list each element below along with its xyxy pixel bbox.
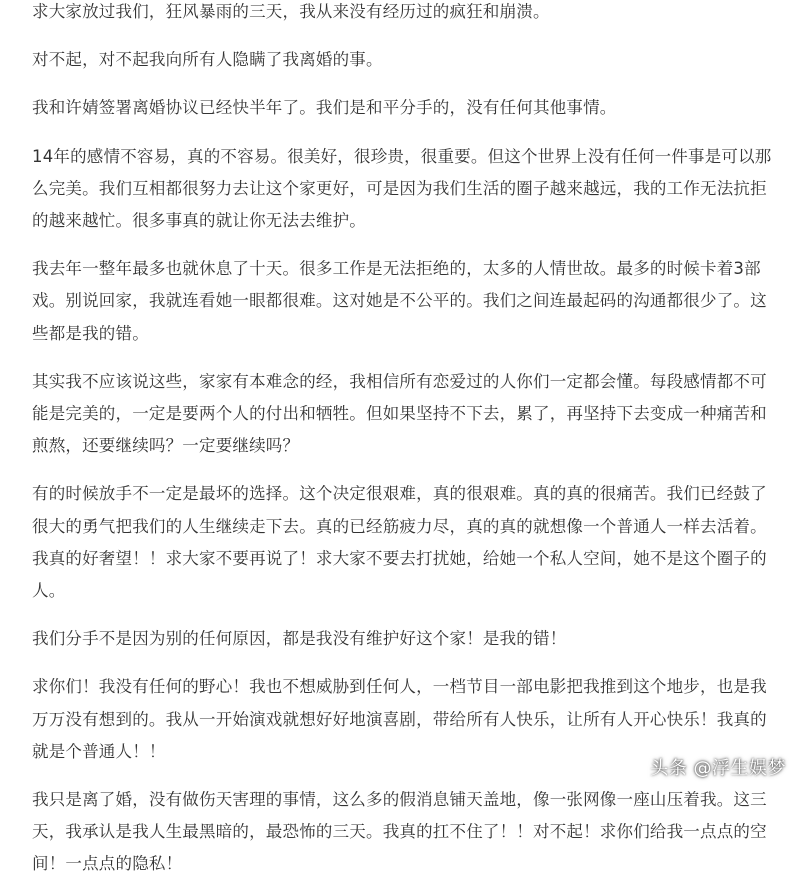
paragraph: 我们分手不是因为别的任何原因，都是我没有维护好这个家！是我的错！ — [32, 629, 567, 649]
paragraph: 对不起，对不起我向所有人隐瞒了我离婚的事。 — [32, 50, 383, 70]
source-watermark: 头条 @浮生娱梦 — [650, 758, 786, 779]
paragraph: 其实我不应该说这些，家家有本难念的经，我相信所有恋爱过的人你们一定都会懂。每段感情都不可能是完美的，一定是要两个人的付出和牺牲。但如果坚持不下去，累了，再坚持下去变成一种痛苦和煎熬，还要继续吗？一定要继续吗？ — [32, 371, 767, 456]
article-body — [32, 0, 772, 881]
paragraph: 我和许婧签署离婚协议已经快半年了。我们是和平分手的，没有任何其他事情。 — [32, 98, 617, 118]
paragraph: 有的时候放手不一定是最坏的选择。这个决定很艰难，真的很艰难。真的真的很痛苦。我们已经鼓了很大的勇气把我们的人生继续走下去。真的已经筋疲力尽，真的真的就想像一个普通人一样去活着。我真的好奢望！！求大家不要再说了！求大家不要去打扰她，给她一个私人空间，她不是这个圈子的人。 — [32, 484, 767, 601]
paragraph: 求大家放过我们，狂风暴雨的三天，我从来没有经历过的疯狂和崩溃。 — [32, 2, 550, 21]
paragraph: 14年的感情不容易，真的不容易。很美好，很珍贵，很重要。但这个世界上没有任何一件事是可以那么完美。我们互相都很努力去让这个家更好，可是因为我们生活的圈子越来越远，我的工作无法抗拒的越来越忙。很多事真的就让你无法去维护。 — [32, 146, 772, 231]
paragraph: 我去年一整年最多也就休息了十天。很多工作是无法拒绝的，太多的人情世故。最多的时候卡着3部戏。别说回家，我就连看她一眼都很难。这对她是不公平的。我们之间连最起码的沟通都很少了。这些都是我的错。 — [32, 259, 767, 343]
paragraph: 我只是离了婚，没有做伤天害理的事情，这么多的假消息铺天盖地，像一张网像一座山压着我。这三天，我承认是我人生最黑暗的，最恐怖的三天。我真的扛不住了！！对不起！求你们给我一点点的空间！一点点的隐私！ — [32, 790, 767, 874]
paragraph: 求你们！我没有任何的野心！我也不想威胁到任何人，一档节目一部电影把我推到这个地步，也是我万万没有想到的。我从一开始演戏就想好好地演喜剧，带给所有人快乐，让所有人开心快乐！我真的就是个普通人！！ — [32, 677, 767, 761]
